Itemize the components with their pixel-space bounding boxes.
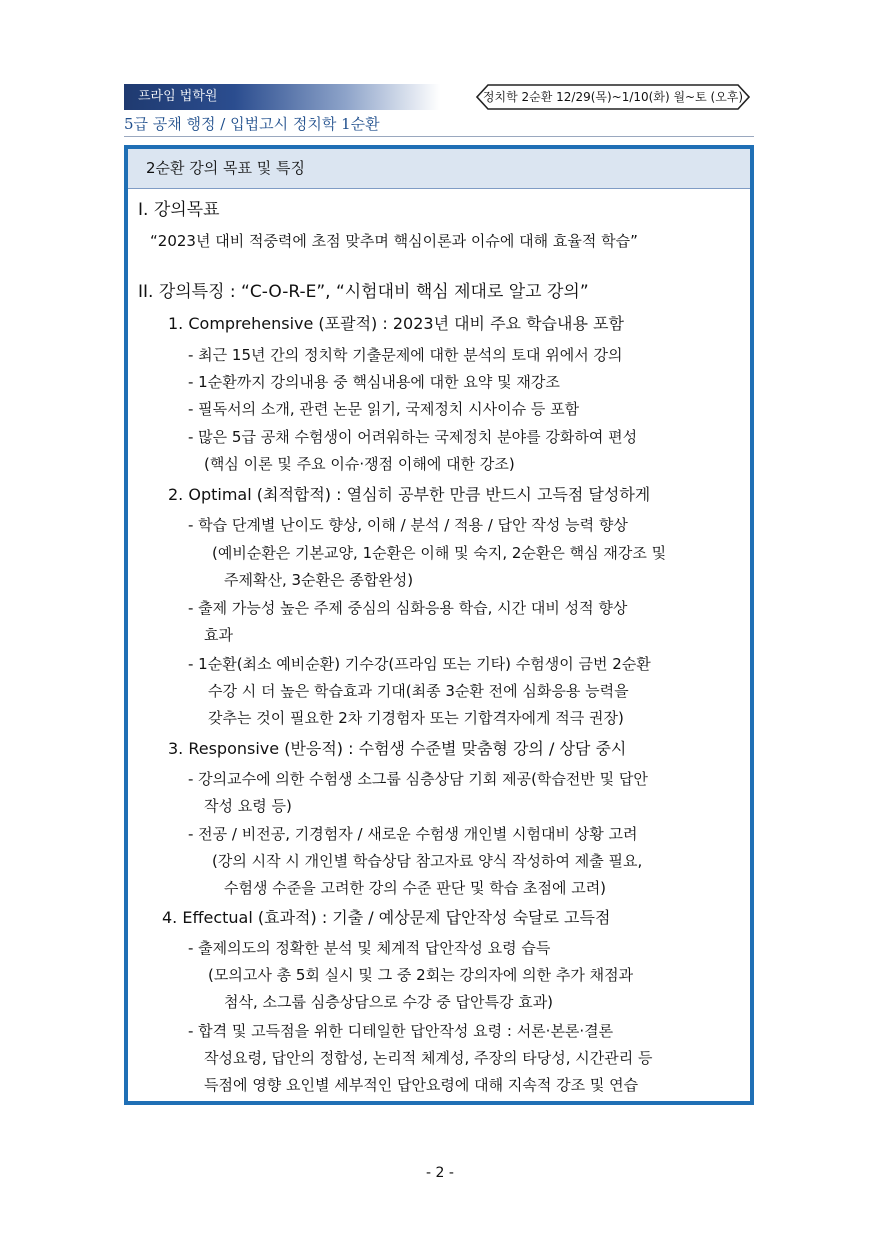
bullet-line: - 필독서의 소개, 관련 논문 읽기, 국제정치 시사이슈 등 포함 [188, 400, 580, 418]
bullet-line: - 전공 / 비전공, 기경험자 / 새로운 수험생 개인별 시험대비 상황 고려 [188, 825, 638, 843]
bullet-continuation: 주제확산, 3순환은 종합완성) [224, 571, 414, 589]
section-heading-goal: I. 강의목표 [138, 200, 220, 220]
box-title: 2순환 강의 목표 및 특징 [128, 149, 750, 189]
header-divider [124, 136, 754, 137]
brand-badge: 프라임 법학원 [124, 84, 440, 110]
bullet-continuation: (예비순환은 기본교양, 1순환은 이해 및 숙지, 2순환은 핵심 재강조 및 [212, 544, 667, 562]
feature-heading-responsive: 3. Responsive (반응적) : 수험생 수준별 맞춤형 강의 / 상담 중시 [168, 739, 627, 758]
course-content-box [124, 145, 754, 1105]
feature-heading-effectual: 4. Effectual (효과적) : 기출 / 예상문제 답안작성 숙달로 고득점 [162, 908, 611, 927]
bullet-line: - 출제의도의 정확한 분석 및 체계적 답안작성 요령 습득 [188, 939, 551, 957]
feature-heading-comprehensive: 1. Comprehensive (포괄적) : 2023년 대비 주요 학습내용 포함 [168, 314, 624, 333]
bullet-continuation: 첨삭, 소그룹 심층상담으로 수강 중 답안특강 효과) [224, 993, 554, 1011]
bullet-continuation: 작성 요령 등) [204, 797, 292, 815]
bullet-continuation: 효과 [204, 626, 233, 644]
bullet-line: - 1순환까지 강의내용 중 핵심내용에 대한 요약 및 재강조 [188, 373, 560, 391]
bullet-continuation: 작성요령, 답안의 정합성, 논리적 체계성, 주장의 타당성, 시간관리 등 [204, 1049, 653, 1067]
bullet-continuation: 득점에 영향 요인별 세부적인 답안요령에 대해 지속적 강조 및 연습 [204, 1076, 639, 1094]
bullet-continuation: 수험생 수준을 고려한 강의 수준 판단 및 학습 초점에 고려) [224, 879, 607, 897]
bullet-line: - 강의교수에 의한 수험생 소그룹 심층상담 기회 제공(학습전반 및 답안 [188, 770, 648, 788]
bullet-line: - 1순환(최소 예비순환) 기수강(프라임 또는 기타) 수험생이 금번 2순환 [188, 655, 651, 673]
bullet-line: - 많은 5급 공채 수험생이 어려워하는 국제정치 분야를 강화하여 편성 [188, 428, 638, 446]
bullet-line: - 최근 15년 간의 정치학 기출문제에 대한 분석의 토대 위에서 강의 [188, 346, 623, 364]
bullet-line: - 학습 단계별 난이도 향상, 이해 / 분석 / 적용 / 답안 작성 능력 향상 [188, 516, 628, 534]
schedule-tag [476, 84, 750, 110]
goal-quote: “2023년 대비 적중력에 초점 맞추며 핵심이론과 이슈에 대해 효율적 학습” [150, 232, 638, 250]
bullet-line: - 출제 가능성 높은 주제 중심의 심화응용 학습, 시간 대비 성적 향상 [188, 599, 628, 617]
bullet-line: - 합격 및 고득점을 위한 디테일한 답안작성 요령 : 서론·본론·결론 [188, 1022, 614, 1040]
bullet-continuation: (핵심 이론 및 주요 이슈·쟁점 이해에 대한 강조) [204, 455, 515, 473]
page-number: - 2 - [426, 1165, 454, 1181]
doc-subtitle: 5급 공채 행정 / 입법고시 정치학 1순환 [124, 115, 380, 133]
feature-heading-optimal: 2. Optimal (최적합적) : 열심히 공부한 만큼 반드시 고득점 달성하게 [168, 485, 651, 504]
bullet-continuation: 수강 시 더 높은 학습효과 기대(최종 3순환 전에 심화응용 능력을 [208, 682, 629, 700]
bullet-continuation: (모의고사 총 5회 실시 및 그 중 2회는 강의자에 의한 추가 채점과 [208, 966, 634, 984]
schedule-text: 정치학 2순환 12/29(목)~1/10(화) 월~토 (오후) [482, 90, 744, 104]
bullet-continuation: (강의 시작 시 개인별 학습상담 참고자료 양식 작성하여 제출 필요, [212, 852, 643, 870]
section-heading-features: II. 강의특징 : “C-O-R-E”, “시험대비 핵심 제대로 알고 강의” [138, 282, 589, 302]
bullet-continuation: 갖추는 것이 필요한 2차 기경험자 또는 기합격자에게 적극 권장) [208, 709, 624, 727]
